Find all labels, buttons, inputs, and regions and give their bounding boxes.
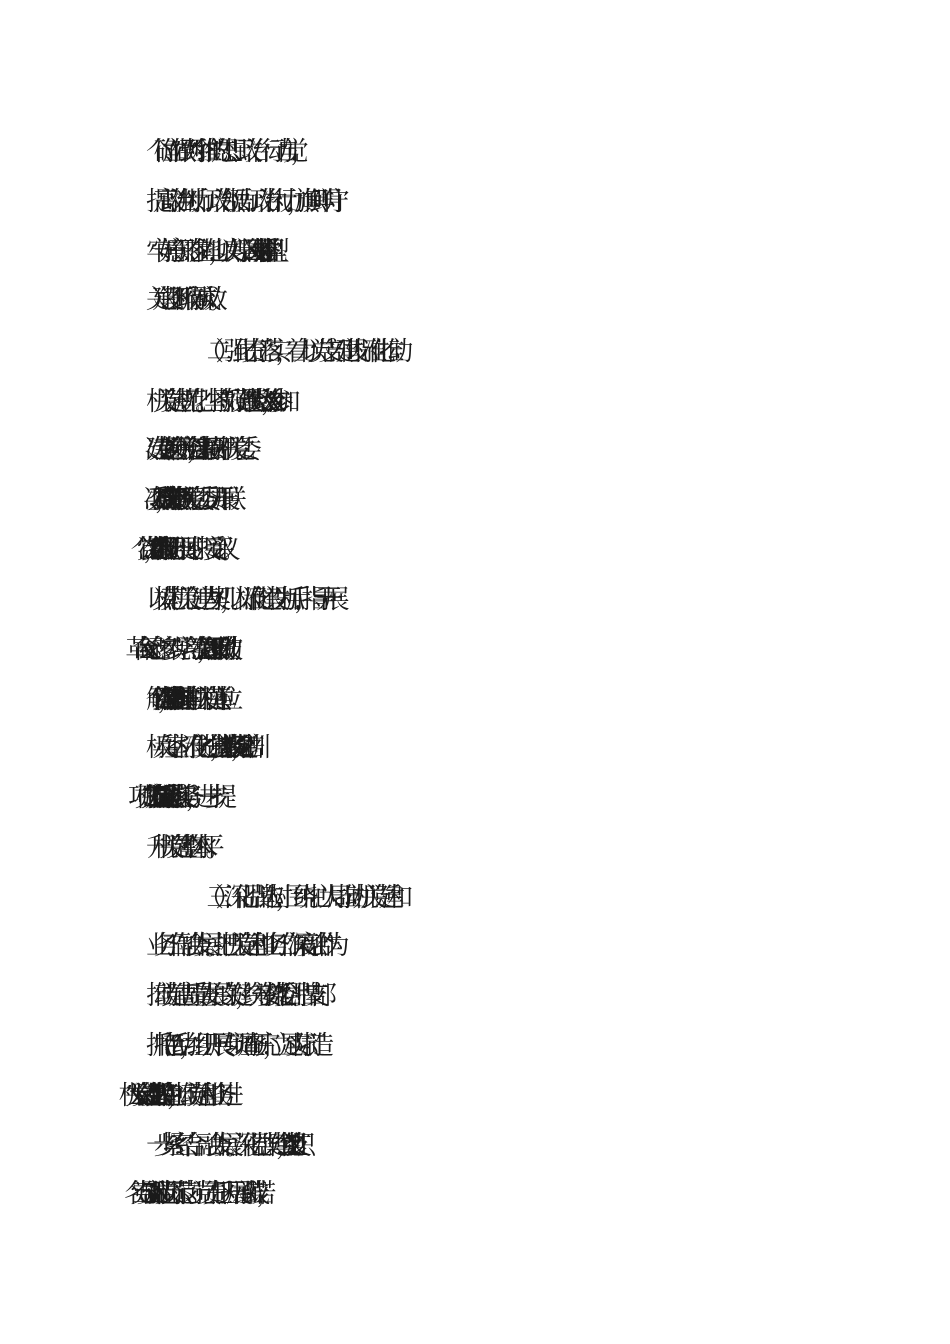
text-line: 一步紧密结合、融合发展。深化党群共建，组织 21 个党支: [146, 1131, 294, 1161]
text-line: 建专题会 2 次、专题研究党建事项 2 个，主持召开机关党委: [146, 435, 243, 465]
section-heading-3: （三）深化品牌选树，围绕中心大局推动机关党建和: [198, 883, 396, 913]
text-line: xx 革命纪念馆参观学习等主题活动 13 次，“三级联动”破: [146, 635, 224, 665]
text-line: 升机关党建整体水平。: [146, 833, 213, 863]
section-heading-2: （二）强化责任落实，着力以党支部建设标准化推动: [198, 337, 396, 367]
text-line: 业务工作融合发展。把机关党建和业务工作深度融合作为: [146, 931, 332, 961]
text-line: 部和 155 名党员立足党员示范岗、党员责任区开展承诺践诺，: [146, 1179, 263, 1209]
text-line: 标兵处室、标准化先进党支部各 1 个，举办党建培训 2 场，: [146, 733, 237, 763]
text-line: 机关党建规范化。坚持抓好党建“最大政治”，参加 xxx 党: [146, 387, 255, 417]
text-line: 关建设不断取得新成效。: [146, 285, 215, 315]
text-line: 以模范机关创建为契机，以标准化建设为抓手，指导开展: [146, 585, 332, 615]
text-line: 个确立”、做到“两个维护”的思想、政治、行动自觉，: [146, 137, 298, 167]
text-line: 抓特色”活动，组织开展专项调查研究，立足实际打造: [146, 1031, 316, 1061]
text-line: “xxx”机关党建品牌和 21 个支部特色，推动党建和业务进: [146, 1081, 225, 1111]
text-line: 推动党建高质量发展的关键，统筹安排“党委创品牌支部: [146, 981, 319, 1011]
text-line: 委员会议 5 次、研究事项 17 项，带领机关党委委员开展联: [146, 485, 227, 515]
text-line: 高质量落实 xxx5 个方面 23 项机关党建重点任务，进一步提: [146, 783, 218, 813]
text-line: 解党建难题 23 个、帮办实事 17 件，选树省直机关模范单位、: [146, 685, 230, 715]
text-line: 牢守好意识形态主阵地，以良好学风助推学型 xxx、书香机: [146, 237, 268, 267]
text-line: 系督导 4 次，组织 21 个党支部书记开展述职、接受评议。: [146, 535, 227, 565]
text-line: 提高政治判断力、政治领悟力、政治执行力，旗帜鲜明守: [146, 187, 332, 217]
